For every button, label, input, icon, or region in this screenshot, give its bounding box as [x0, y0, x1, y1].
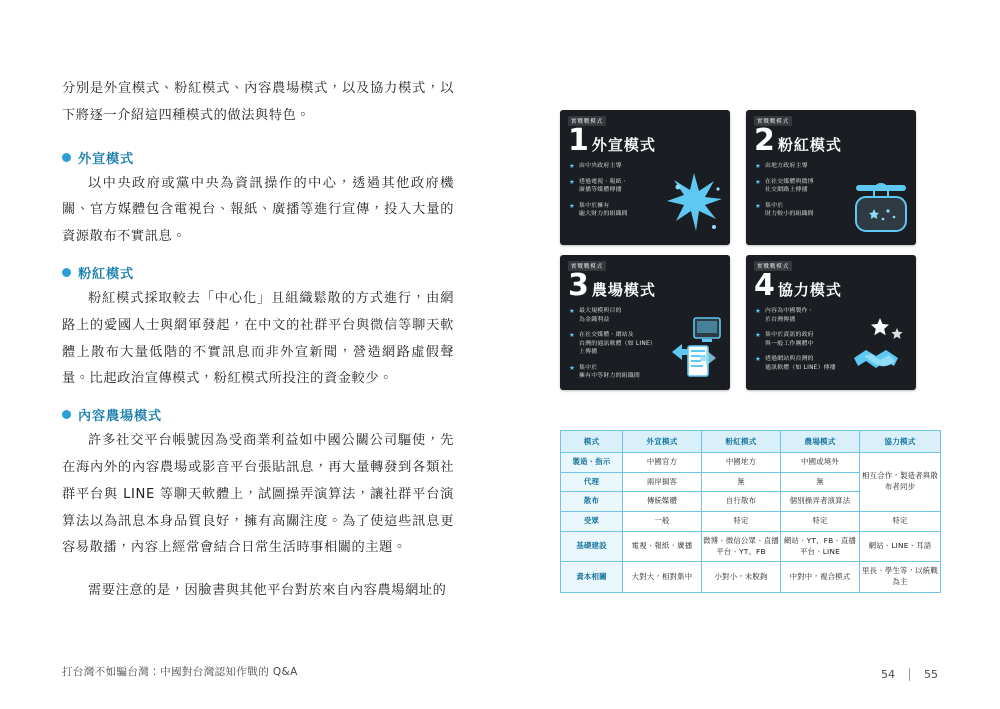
card-bullet-text: 在社交媒體與微博 社交網路上傳播	[765, 178, 814, 194]
table-row-header: 受眾	[561, 512, 623, 532]
card-bullets	[755, 162, 864, 219]
card-mode-title: 外宣模式	[591, 135, 656, 154]
table-cell: 大對大，相對集中	[623, 562, 702, 592]
section-2-paragraph: 粉紅模式採取較去「中心化」且組織鬆散的方式進行，由網路上的愛國人士與網軍發起，在中文的社群平台與微信等聊天軟體上散布大量低階的不實訊息而非外宣新聞，營造網路虛假聲量。比起政治宣傳模式，粉紅模式所投注的資金較少。	[62, 290, 454, 387]
table-row	[561, 512, 941, 532]
table-cell: 個別操弄者演算法	[781, 492, 860, 512]
card-tagline: 實戰戰模式	[568, 261, 606, 271]
section-title: 內容農場模式	[78, 409, 162, 425]
card-number: 1	[568, 123, 589, 158]
card-bullet-text: 集中於 擁有中等財力的組織間	[579, 364, 640, 380]
card-bullet	[755, 178, 864, 195]
table-cell: 網站、LINE、耳語	[860, 531, 941, 561]
star-icon: ★	[569, 201, 576, 210]
card-mode-title: 協力模式	[777, 280, 842, 299]
star-icon: ★	[755, 162, 762, 170]
table-cell: 傳統媒體	[623, 492, 702, 512]
table-row	[561, 453, 941, 473]
section-1-paragraph: 以中央政府或黨中央為資訊操作的中心，透過其他政府機關、官方媒體包含電視台、報紙、廣播等進行宣傳，投入大量的資源散布不實訊息。	[62, 175, 454, 245]
table-cell: 自行散布	[702, 492, 781, 512]
section-title: 外宣模式	[78, 151, 134, 167]
table-cell: 里長、學生等，以統戰為主	[860, 562, 941, 592]
card-bullet	[755, 307, 864, 324]
section-heading-3	[62, 405, 454, 424]
star-icon: ★	[569, 363, 576, 372]
comparison-table	[560, 430, 941, 593]
star-icon: ★	[755, 331, 762, 340]
card-number: 3	[568, 268, 589, 303]
star-icon: ★	[755, 177, 762, 186]
mode-card-3	[560, 255, 730, 390]
card-number: 4	[754, 268, 775, 303]
folio-divider	[909, 668, 910, 681]
card-bullet-text: 在社交媒體、網站及 台灣的通訊軟體（如 LINE） 上傳播	[579, 332, 656, 356]
card-bullet	[569, 162, 678, 171]
star-icon: ★	[569, 177, 576, 186]
card-bullet	[755, 162, 864, 171]
card-bullet	[569, 202, 678, 219]
card-number: 2	[754, 123, 775, 158]
card-headline	[568, 123, 656, 158]
star-icon: ★	[569, 331, 576, 340]
table-col-header: 粉紅模式	[702, 431, 781, 453]
splash-icon	[664, 167, 726, 239]
table-row-header: 散布	[561, 492, 623, 512]
article-text-column	[62, 76, 454, 611]
table-col-header: 模式	[561, 431, 623, 453]
table-row-header: 基礎建設	[561, 531, 623, 561]
card-bullet-text: 集中於 財力較小的組織間	[765, 202, 814, 218]
mode-card-2	[746, 110, 916, 245]
lead-paragraph: 分別是外宣模式、粉紅模式、內容農場模式，以及協力模式，以下將逐一介紹這四種模式的做法與特色。	[62, 81, 454, 123]
running-footer: 打台灣不如騙台灣：中國對台灣認知作戰的 Q&A	[62, 666, 298, 678]
table-cell: 網站、YT、FB、直播平台、LINE	[781, 531, 860, 561]
table-cell: 特定	[781, 512, 860, 532]
table-cell: 無	[781, 472, 860, 492]
card-bullet	[569, 364, 678, 381]
card-tagline: 實戰戰模式	[568, 116, 606, 126]
table-row-header: 代理	[561, 472, 623, 492]
page-number-right: 55	[924, 668, 938, 681]
mode-card-grid	[560, 110, 940, 390]
card-bullet	[569, 331, 678, 357]
table-cell: 中國地方	[702, 453, 781, 473]
card-bullet-text: 內容為中國製作、 於台灣傳播	[765, 308, 814, 323]
star-icon: ★	[755, 307, 762, 315]
bullet-dot-icon	[62, 410, 71, 419]
table-cell: 中國官方	[623, 453, 702, 473]
card-bullet	[569, 307, 678, 324]
card-bullet	[569, 178, 678, 195]
table-cell: 特定	[702, 512, 781, 532]
card-bullet-text: 集中於擁有 龐大財力的組織間	[579, 202, 628, 218]
star-icon: ★	[569, 307, 576, 315]
card-headline	[754, 123, 842, 158]
table-cell: 一般	[623, 512, 702, 532]
table-header-row	[561, 431, 941, 453]
page-number-left: 54	[881, 668, 895, 681]
table-cell: 特定	[860, 512, 941, 532]
bullet-dot-icon	[62, 153, 71, 162]
card-bullet	[755, 202, 864, 219]
table-cell: 無	[702, 472, 781, 492]
mode-card-1	[560, 110, 730, 245]
table-cell: 中國或境外	[781, 453, 860, 473]
handshake-icon	[850, 312, 912, 384]
card-tagline: 實戰戰模式	[754, 261, 792, 271]
card-bullet-text: 由地方政府主導	[765, 163, 808, 169]
card-mode-title: 粉紅模式	[777, 135, 842, 154]
card-bullet-text: 最大規模與目的 為金錢利益	[579, 308, 622, 323]
star-icon: ★	[569, 162, 576, 170]
section-title: 粉紅模式	[78, 266, 134, 282]
section-heading-1	[62, 148, 454, 167]
table-row-header: 資本相關	[561, 562, 623, 592]
mode-card-4	[746, 255, 916, 390]
card-bullet-text: 集中於資訊的政府 與一般工作團體中	[765, 332, 814, 347]
table-cell: 中對中，複合模式	[781, 562, 860, 592]
bullet-dot-icon	[62, 268, 71, 277]
table-cell: 電視、報紙、廣播	[623, 531, 702, 561]
star-icon: ★	[755, 201, 762, 210]
comparison-table-wrapper	[560, 430, 940, 593]
star-icon: ★	[755, 355, 762, 364]
card-bullet	[755, 331, 864, 348]
card-mode-title: 農場模式	[591, 280, 656, 299]
card-tagline: 實戰戰模式	[754, 116, 792, 126]
piggy-bank-icon	[850, 167, 912, 239]
table-row-header: 製造、指示	[561, 453, 623, 473]
card-bullets	[755, 307, 864, 372]
card-bullet-text: 由中央政府主導	[579, 163, 622, 169]
section-3-paragraph-1: 許多社交平台帳號因為受商業利益如中國公關公司驅使，先在海內外的內容農場或影音平台張貼訊息，再大量轉發到各類社群平台與 LINE 等聊天軟體上，試圖操弄演算法，讓社群平台演算法以為訊息本身品質良好，擁有高關注度。為了使這些訊息更容易散播，內容上經常會結合日常生活時事相關的主題。	[62, 433, 454, 556]
section-heading-2	[62, 263, 454, 282]
section-3-paragraph-2: 需要注意的是，因臉書與其他平台對於來自內容農場網址的	[88, 583, 447, 599]
card-bullet-text: 透過電視、報紙、 廣播等媒體傳播	[579, 178, 628, 194]
table-cell-merged: 相互合作，製造者與散布者同步	[860, 453, 941, 512]
card-headline	[568, 268, 656, 303]
device-screens-icon	[664, 312, 726, 384]
table-row	[561, 562, 941, 592]
card-bullets	[569, 162, 678, 219]
table-col-header: 協力模式	[860, 431, 941, 453]
table-cell: 微博、微信公眾、直播平台、YT、FB	[702, 531, 781, 561]
card-bullets	[569, 307, 678, 381]
table-col-header: 農場模式	[781, 431, 860, 453]
card-headline	[754, 268, 842, 303]
page-numbers	[881, 668, 938, 681]
table-cell: 兩岸掮客	[623, 472, 702, 492]
table-cell: 小對小，未脫鉤	[702, 562, 781, 592]
table-row	[561, 531, 941, 561]
card-bullet-text: 透過網站與台灣的 通訊軟體（如 LINE）傳播	[765, 356, 836, 371]
table-col-header: 外宣模式	[623, 431, 702, 453]
card-bullet	[755, 355, 864, 372]
